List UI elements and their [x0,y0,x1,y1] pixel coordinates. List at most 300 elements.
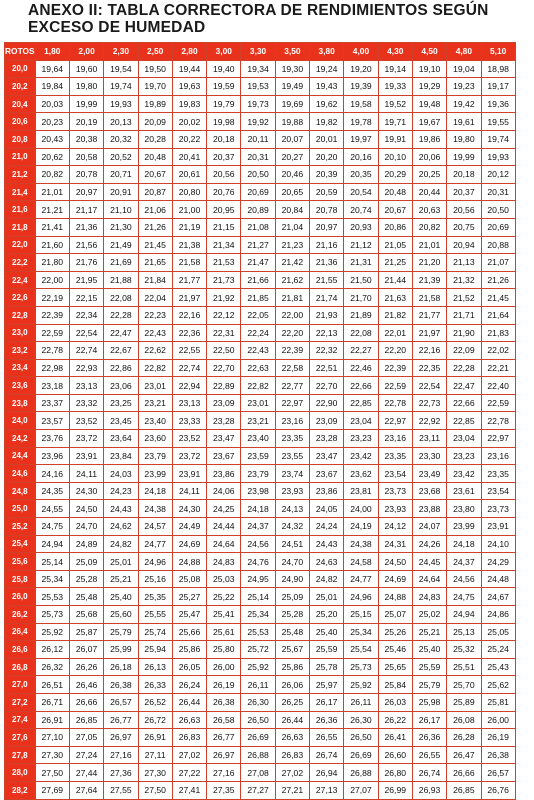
table-cell: 23,62 [344,465,378,483]
table-cell: 21,62 [275,271,309,289]
table-cell: 21,23 [275,236,309,254]
table-cell: 20,25 [412,166,446,184]
table-cell: 23,40 [241,430,275,448]
table-cell: 19,62 [310,95,344,113]
table-cell: 25,28 [275,606,309,624]
table-cell: 26,13 [138,658,172,676]
column-header: 3,00 [207,43,241,61]
table-cell: 19,98 [207,113,241,131]
table-cell: 21,19 [172,218,206,236]
table-cell: 20,48 [378,183,412,201]
table-cell: 23,23 [344,430,378,448]
table-cell: 25,08 [172,570,206,588]
table-row [5,342,516,360]
table-cell: 21,77 [172,271,206,289]
table-row [5,148,516,166]
table-cell: 23,72 [172,447,206,465]
table-cell: 20,89 [241,201,275,219]
table-cell: 23,30 [412,447,446,465]
table-cell: 21,05 [378,236,412,254]
table-cell: 21,01 [412,236,446,254]
table-cell: 23,79 [241,465,275,483]
table-cell: 19,99 [447,148,481,166]
table-cell: 25,07 [378,606,412,624]
table-cell: 24,18 [138,482,172,500]
table-cell: 23,13 [69,377,103,395]
table-cell: 20,75 [447,218,481,236]
table-cell: 23,04 [447,430,481,448]
table-cell: 23,72 [69,430,103,448]
table-row [5,623,516,641]
table-cell: 23,28 [207,412,241,430]
table-cell: 26,38 [481,746,515,764]
table-cell: 20,69 [241,183,275,201]
table-cell: 26,47 [447,746,481,764]
table-cell: 20,31 [481,183,515,201]
table-cell: 21,13 [447,254,481,272]
table-cell: 20,69 [481,218,515,236]
table-cell: 25,89 [447,693,481,711]
table-cell: 19,60 [69,60,103,78]
table-cell: 26,77 [104,711,138,729]
table-cell: 26,71 [35,693,69,711]
table-cell: 20,67 [378,201,412,219]
table-cell: 26,55 [310,729,344,747]
table-cell: 22,46 [344,359,378,377]
row-header: 26,4 [5,623,36,641]
table-cell: 25,05 [481,623,515,641]
table-cell: 22,12 [207,306,241,324]
table-cell: 19,53 [241,78,275,96]
table-cell: 23,21 [138,394,172,412]
row-header: 28,2 [5,781,36,799]
table-cell: 24,50 [378,553,412,571]
table-cell: 21,25 [378,254,412,272]
table-cell: 19,43 [310,78,344,96]
table-cell: 21,31 [344,254,378,272]
table-cell: 22,28 [447,359,481,377]
table-cell: 19,93 [481,148,515,166]
table-cell: 19,40 [207,60,241,78]
table-cell: 20,54 [344,183,378,201]
table-row [5,553,516,571]
table-cell: 21,26 [138,218,172,236]
table-cell: 23,40 [138,412,172,430]
table-cell: 23,54 [481,482,515,500]
table-cell: 27,69 [35,781,69,799]
table-cell: 26,30 [344,711,378,729]
table-cell: 21,16 [310,236,344,254]
table-cell: 24,88 [378,588,412,606]
table-cell: 19,97 [344,130,378,148]
table-cell: 25,03 [207,570,241,588]
table-cell: 20,63 [412,201,446,219]
table-cell: 19,50 [138,60,172,78]
table-cell: 20,58 [69,148,103,166]
column-header: 2,30 [104,43,138,61]
table-cell: 23,99 [447,518,481,536]
table-cell: 25,40 [412,641,446,659]
table-cell: 25,97 [310,676,344,694]
table-row [5,183,516,201]
table-cell: 25,65 [378,658,412,676]
table-cell: 21,32 [447,271,481,289]
row-header: 24,2 [5,430,36,448]
table-cell: 20,13 [104,113,138,131]
table-cell: 22,50 [207,342,241,360]
table-cell: 23,04 [344,412,378,430]
column-header: 2,50 [138,43,172,61]
table-cell: 26,60 [378,746,412,764]
table-cell: 25,34 [35,570,69,588]
row-header: 27,2 [5,693,36,711]
table-cell: 26,38 [207,693,241,711]
table-cell: 24,18 [241,500,275,518]
table-cell: 23,55 [275,447,309,465]
table-cell: 19,10 [412,60,446,78]
table-cell: 24,30 [172,500,206,518]
table-cell: 22,43 [138,324,172,342]
table-cell: 22,70 [310,377,344,395]
table-cell: 22,05 [241,306,275,324]
table-cell: 24,57 [138,518,172,536]
table-cell: 26,18 [104,658,138,676]
table-cell: 23,86 [310,482,344,500]
table-cell: 25,98 [412,693,446,711]
table-cell: 23,93 [378,500,412,518]
table-cell: 23,28 [310,430,344,448]
table-cell: 21,73 [207,271,241,289]
table-cell: 25,16 [138,570,172,588]
column-header: 3,50 [275,43,309,61]
row-header: 26,2 [5,606,36,624]
table-cell: 27,07 [344,781,378,799]
table-cell: 20,10 [378,148,412,166]
table-cell: 19,86 [412,130,446,148]
table-cell: 23,25 [104,394,138,412]
table-cell: 22,39 [35,306,69,324]
table-cell: 23,16 [275,412,309,430]
table-cell: 24,26 [412,535,446,553]
table-cell: 24,64 [207,535,241,553]
table-cell: 23,47 [310,447,344,465]
table-cell: 19,49 [275,78,309,96]
row-header: 23,4 [5,359,36,377]
table-cell: 25,81 [481,693,515,711]
table-cell: 24,30 [69,482,103,500]
row-header: 26,0 [5,588,36,606]
table-cell: 24,51 [275,535,309,553]
row-header: 21,8 [5,218,36,236]
table-cell: 26,36 [412,729,446,747]
table-cell: 20,37 [447,183,481,201]
table-cell: 21,58 [412,289,446,307]
table-cell: 21,30 [104,218,138,236]
table-cell: 27,10 [35,729,69,747]
table-cell: 22,04 [138,289,172,307]
table-cell: 19,30 [275,60,309,78]
table-cell: 24,56 [241,535,275,553]
table-cell: 23,81 [344,482,378,500]
table-row [5,746,516,764]
table-cell: 19,23 [447,78,481,96]
table-cell: 22,58 [275,359,309,377]
table-cell: 21,41 [35,218,69,236]
table-cell: 25,26 [378,623,412,641]
table-cell: 20,82 [35,166,69,184]
table-cell: 19,54 [104,60,138,78]
table-cell: 21,00 [172,201,206,219]
table-cell: 19,48 [412,95,446,113]
table-cell: 25,32 [447,641,481,659]
table-cell: 20,31 [241,148,275,166]
table-cell: 21,04 [275,218,309,236]
row-header: 21,4 [5,183,36,201]
table-cell: 20,87 [138,183,172,201]
table-cell: 25,13 [447,623,481,641]
table-cell: 25,20 [310,606,344,624]
table-cell: 21,80 [35,254,69,272]
table-cell: 22,16 [172,306,206,324]
table-cell: 21,49 [104,236,138,254]
table-cell: 22,78 [35,342,69,360]
table-cell: 20,38 [69,130,103,148]
row-header: 24,0 [5,412,36,430]
table-row [5,271,516,289]
table-cell: 19,34 [241,60,275,78]
table-cell: 20,50 [481,201,515,219]
table-cell: 24,12 [378,518,412,536]
row-header: 25,8 [5,570,36,588]
table-cell: 25,43 [481,658,515,676]
table-cell: 25,94 [138,641,172,659]
table-cell: 24,43 [104,500,138,518]
table-cell: 25,84 [378,676,412,694]
table-cell: 24,63 [310,553,344,571]
table-cell: 26,57 [481,764,515,782]
table-cell: 26,55 [412,746,446,764]
table-cell: 23,91 [172,465,206,483]
column-header: 1,80 [35,43,69,61]
table-cell: 27,30 [35,746,69,764]
table-cell: 26,19 [207,676,241,694]
table-cell: 26,24 [172,676,206,694]
table-cell: 22,21 [481,359,515,377]
table-cell: 20,09 [138,113,172,131]
table-cell: 25,59 [310,641,344,659]
table-cell: 27,41 [172,781,206,799]
table-cell: 23,11 [412,430,446,448]
table-cell: 19,91 [378,130,412,148]
row-header: 25,4 [5,535,36,553]
table-cell: 20,78 [310,201,344,219]
table-cell: 23,67 [310,465,344,483]
table-cell: 23,42 [447,465,481,483]
row-header: 20,6 [5,113,36,131]
table-cell: 19,80 [69,78,103,96]
table-cell: 26,06 [275,676,309,694]
table-cell: 21,07 [481,254,515,272]
table-cell: 26,44 [172,693,206,711]
table-cell: 20,48 [138,148,172,166]
table-cell: 24,50 [69,500,103,518]
table-cell: 25,53 [241,623,275,641]
table-cell: 24,89 [69,535,103,553]
table-cell: 26,33 [138,676,172,694]
row-header: 22,0 [5,236,36,254]
table-cell: 24,58 [344,553,378,571]
table-cell: 25,80 [207,641,241,659]
table-cell: 22,28 [104,306,138,324]
table-cell: 24,37 [447,553,481,571]
table-cell: 25,86 [172,641,206,659]
table-cell: 22,40 [481,377,515,395]
table-cell: 25,68 [69,606,103,624]
table-cell: 20,97 [69,183,103,201]
table-cell: 21,38 [172,236,206,254]
table-cell: 20,56 [207,166,241,184]
table-cell: 24,35 [35,482,69,500]
table-cell: 22,62 [138,342,172,360]
table-cell: 22,82 [241,377,275,395]
table-cell: 22,97 [378,412,412,430]
table-cell: 21,45 [138,236,172,254]
column-header: 2,80 [172,43,206,61]
table-cell: 22,66 [344,377,378,395]
table-cell: 23,88 [412,500,446,518]
table-cell: 19,59 [207,78,241,96]
table-cell: 19,99 [69,95,103,113]
table-cell: 21,53 [207,254,241,272]
table-cell: 25,53 [35,588,69,606]
table-cell: 26,85 [69,711,103,729]
table-row [5,254,516,272]
table-cell: 25,79 [104,623,138,641]
table-cell: 19,24 [310,60,344,78]
table-cell: 24,83 [207,553,241,571]
table-cell: 20,44 [412,183,446,201]
table-cell: 24,94 [447,606,481,624]
table-cell: 26,50 [344,729,378,747]
table-row [5,676,516,694]
table-cell: 25,59 [412,658,446,676]
table-cell: 23,42 [344,447,378,465]
table-row [5,570,516,588]
table-cell: 26,25 [275,693,309,711]
table-cell: 19,61 [447,113,481,131]
table-cell: 22,27 [344,342,378,360]
table-cell: 23,06 [104,377,138,395]
table-cell: 21,21 [35,201,69,219]
table-cell: 27,13 [310,781,344,799]
table-cell: 25,46 [378,641,412,659]
table-cell: 23,80 [447,500,481,518]
table-cell: 26,50 [241,711,275,729]
table-cell: 23,16 [481,447,515,465]
table-cell: 22,20 [275,324,309,342]
table-cell: 27,22 [172,764,206,782]
table-cell: 25,48 [275,623,309,641]
table-cell: 21,93 [310,306,344,324]
table-cell: 21,69 [104,254,138,272]
table-cell: 24,82 [310,570,344,588]
table-cell: 23,09 [207,394,241,412]
table-cell: 24,70 [69,518,103,536]
table-cell: 18,98 [481,60,515,78]
row-header: 20,0 [5,60,36,78]
table-cell: 27,50 [35,764,69,782]
correction-table [4,42,516,800]
table-cell: 26,97 [104,729,138,747]
table-cell: 19,64 [35,60,69,78]
table-cell: 22,36 [172,324,206,342]
table-cell: 20,27 [275,148,309,166]
table-cell: 20,80 [172,183,206,201]
table-cell: 19,33 [378,78,412,96]
table-cell: 22,89 [207,377,241,395]
table-cell: 22,74 [69,342,103,360]
row-header: 26,6 [5,641,36,659]
row-header: 25,2 [5,518,36,536]
table-cell: 19,69 [275,95,309,113]
table-cell: 19,80 [447,130,481,148]
table-cell: 25,09 [275,588,309,606]
table-cell: 25,60 [104,606,138,624]
table-cell: 24,96 [344,588,378,606]
table-cell: 23,47 [207,430,241,448]
table-cell: 26,26 [69,658,103,676]
table-cell: 25,86 [275,658,309,676]
column-header: 2,00 [69,43,103,61]
table-cell: 22,77 [275,377,309,395]
table-row [5,500,516,518]
table-cell: 22,78 [378,394,412,412]
column-header: 5,10 [481,43,515,61]
table-cell: 22,47 [104,324,138,342]
table-cell: 27,16 [207,764,241,782]
table-cell: 19,52 [378,95,412,113]
table-row [5,658,516,676]
table-cell: 21,66 [241,271,275,289]
table-row [5,711,516,729]
table-cell: 25,70 [447,676,481,694]
table-cell: 20,18 [447,166,481,184]
table-cell: 25,51 [447,658,481,676]
table-cell: 19,29 [412,78,446,96]
table-cell: 27,36 [104,764,138,782]
table-cell: 23,64 [104,430,138,448]
table-cell: 26,74 [310,746,344,764]
table-cell: 23,13 [172,394,206,412]
table-cell: 22,59 [481,394,515,412]
row-header: 23,0 [5,324,36,342]
table-cell: 26,19 [481,729,515,747]
table-cell: 20,32 [104,130,138,148]
table-cell: 20,82 [412,218,446,236]
table-cell: 26,07 [69,641,103,659]
table-cell: 25,73 [35,606,69,624]
table-cell: 27,27 [241,781,275,799]
table-cell: 26,72 [138,711,172,729]
table-cell: 21,06 [138,201,172,219]
table-cell: 23,73 [378,482,412,500]
table-row [5,306,516,324]
table-cell: 25,62 [481,676,515,694]
table-cell: 20,46 [275,166,309,184]
row-header: 22,4 [5,271,36,289]
table-cell: 20,12 [481,166,515,184]
table-cell: 20,22 [172,130,206,148]
